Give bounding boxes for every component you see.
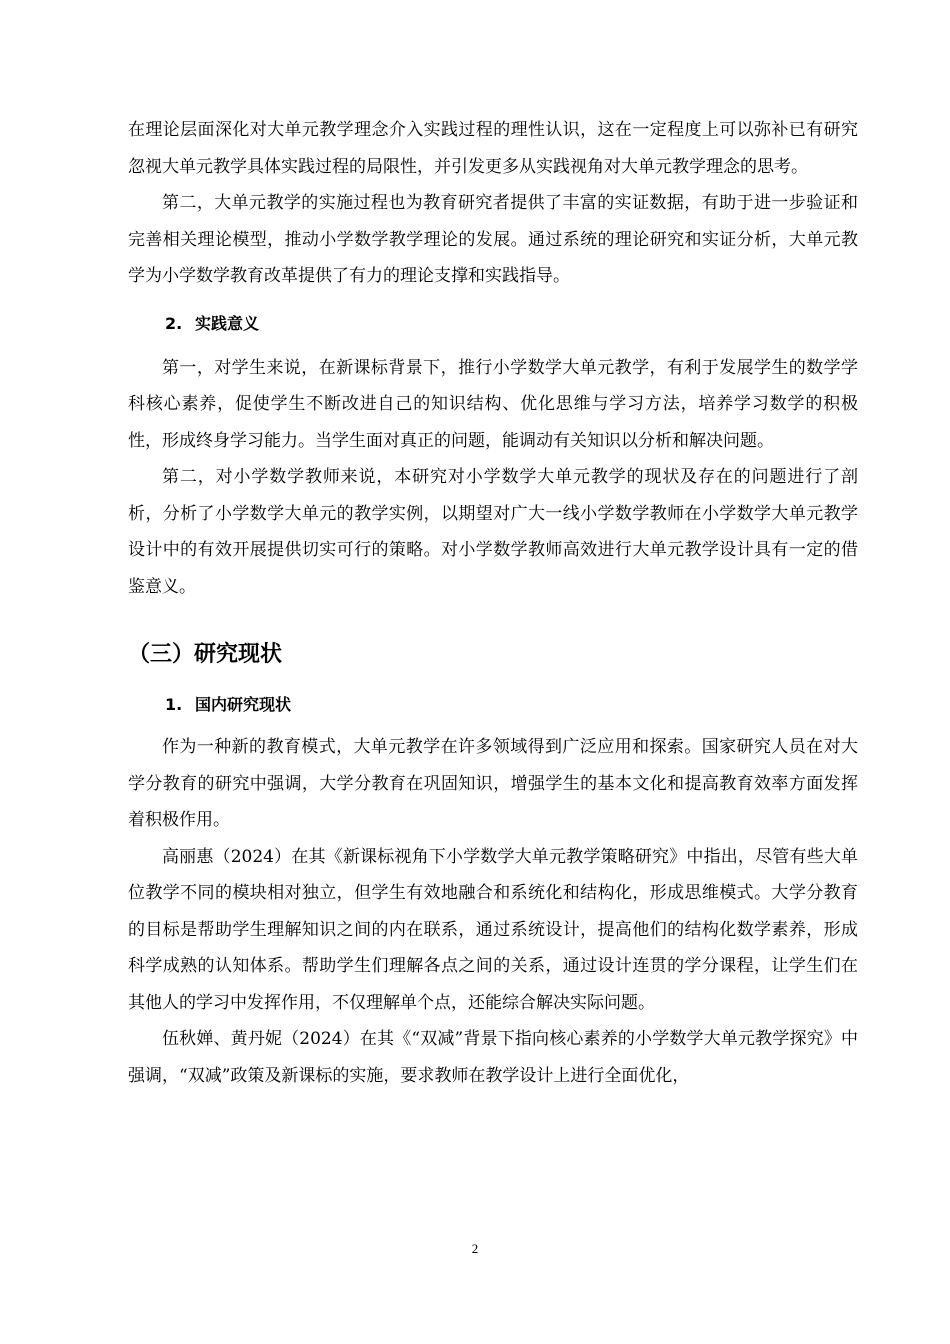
subheading-domestic-research xyxy=(128,691,858,719)
paragraph-domestic-first: 作为一种新的教育模式，大单元教学在许多领域得到广泛应用和探索。国家研究人员在对大学分教育的研究中强调，大学分教育在巩固知识，增强学生的基本文化和提高教育效率方面发挥着积极作用。 xyxy=(128,737,858,830)
paragraph-practice-second: 第二，对小学数学教师来说，本研究对小学数学大单元教学的现状及存在的问题进行了剖析，分析了小学数学大单元的教学实例，以期望对广大一线小学数学教师在小学数学大单元教学设计中的有效开展提供切实可行的策略。对小学数学教师高效进行大单元教学设计具有一定的借鉴意义。 xyxy=(128,467,858,597)
subheading-practice-significance xyxy=(128,310,858,338)
paragraph-practice-first: 第一，对学生来说，在新课标背景下，推行小学数学大单元教学，有利于发展学生的数学学科核心素养，促使学生不断改进自己的知识结构、优化思维与学习方法，培养学习数学的积极性，形成终身学习能力。当学生面对真正的问题，能调动有关知识以分析和解决问题。 xyxy=(128,357,858,451)
subheading-number: 2. xyxy=(165,313,183,333)
subheading-title: 国内研究现状 xyxy=(195,695,292,714)
paragraph-continued: 在理论层面深化对大单元教学理念介入实践过程的理性认识，这在一定程度上可以弥补已有研究忽视大单元教学具体实践过程的局限性，并引发更多从实践视角对大单元教学理念的思考。 xyxy=(128,120,858,177)
subheading-title: 实践意义 xyxy=(195,313,260,333)
paragraph-domestic-wu: 伍秋婵、黄丹妮（2024）在其《“双减”背景下指向核心素养的小学数学大单元教学探究》中强调，“双减”政策及新课标的实施，要求教师在教学设计上进行全面优化， xyxy=(128,1029,858,1086)
paragraph-theory-second: 第二，大单元教学的实施过程也为教育研究者提供了丰富的实证数据，有助于进一步验证和完善相关理论模型，推动小学数学教学理论的发展。通过系统的理论研究和实证分析，大单元教学为小学数学教育改革提供了有力的理论支撑和实践指导。 xyxy=(128,193,858,286)
page-number: 2 xyxy=(471,1241,479,1256)
subheading-number: 1. xyxy=(165,695,183,714)
section-heading-research-status: （三）研究现状 xyxy=(128,642,283,667)
paragraph-domestic-gao: 高丽惠（2024）在其《新课标视角下小学数学大单元教学策略研究》中指出，尽管有些大单位教学不同的模块相对独立，但学生有效地融合和系统化和结构化，形成思维模式。大学分教育的目标是帮助学生理解知识之间的内在联系，通过系统设计，提高他们的结构化数学素养，形成科学成熟的认知体系。帮助学生们理解各点之间的关系，通过设计连贯的学分课程，让学生们在其他人的学习中发挥作用，不仅理解单个点，还能综合解决实际问题。 xyxy=(128,846,858,1013)
document-body xyxy=(128,112,858,1094)
